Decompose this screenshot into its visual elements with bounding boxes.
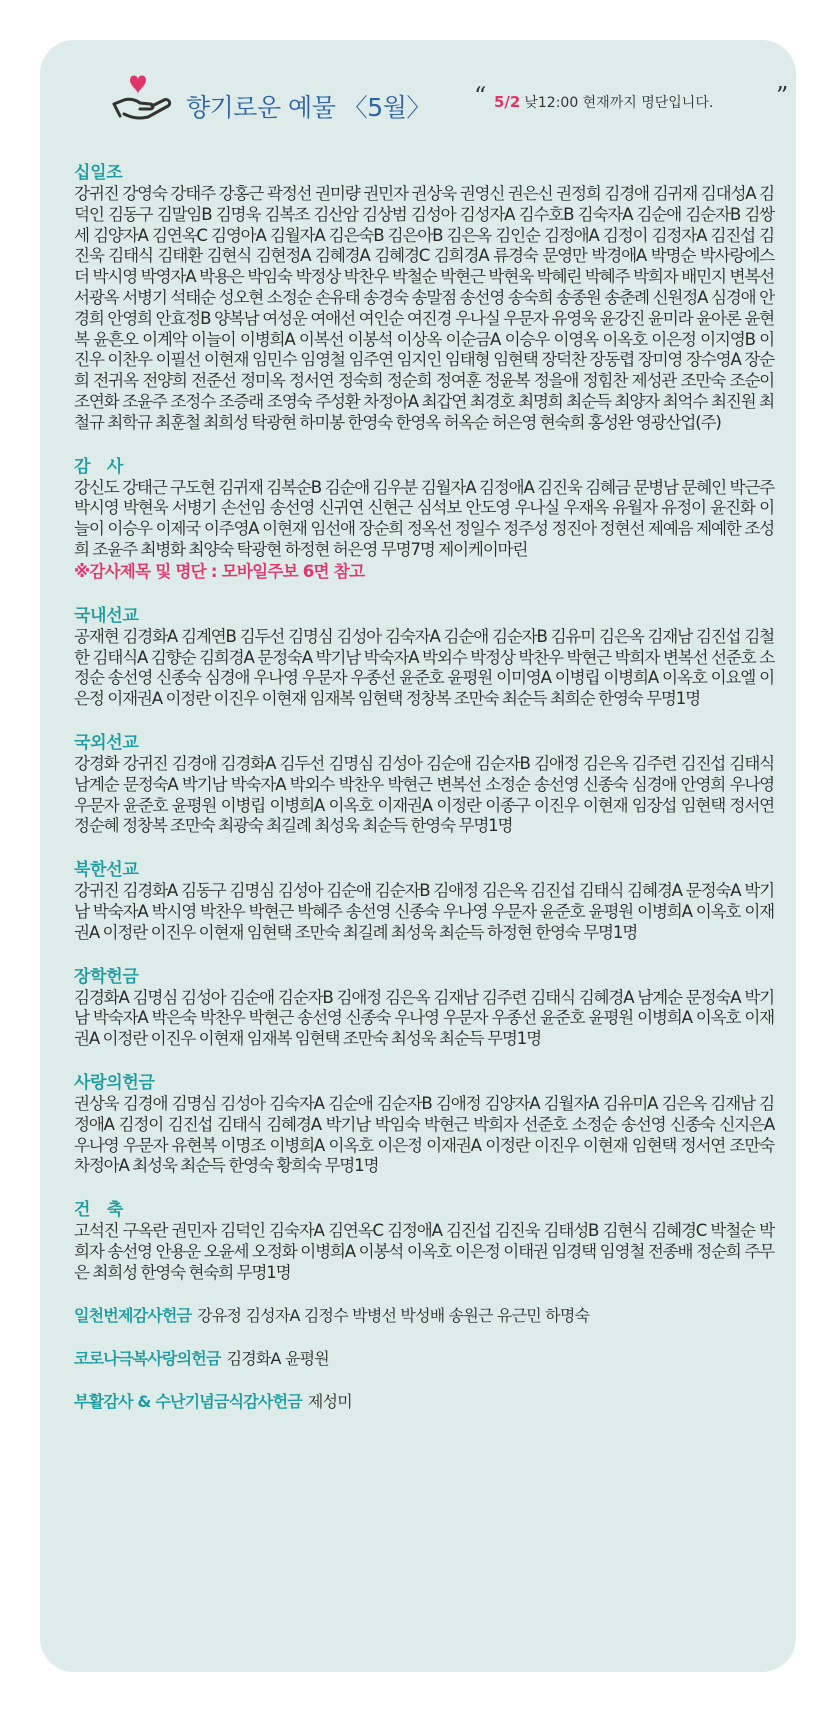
section-names: 권상욱 김경애 김명심 김성아 김숙자A 김순애 김순자B 김애정 김양자A 김월자A 김유미A 김은옥 김재남 김정애A 김정이 김진섭 김태식 김혜경A 박기남 박임숙 박현근 박희자 선준호 소정순 송선영 신종숙 신지은A 우나영 우문자 유현복 이명조 이병희A 이옥호 이은정 이재권A 이정란 이진우 이현재 임현택 정서연 조만숙 차정아A 최성욱 최순득 한영숙 황희숙 무명1명 [74,1093,774,1176]
update-note [494,92,713,112]
offering-card [40,40,796,1672]
section-title: 감 사 [74,456,123,477]
section-title: 장학헌금 [74,966,139,987]
section-thanks [74,456,774,583]
section-scholarship [74,966,774,1050]
section-names: 강귀진 김경화A 김동구 김명심 김성아 김순애 김순자B 김애정 김은옥 김진섭 김태식 김혜경A 문정숙A 박기남 박숙자A 박시영 박찬우 박현근 박혜주 송선영 신종숙 우나영 우문자 윤준호 윤평원 이병희A 이옥호 이재권A 이정란 이진우 이현재 임현택 조만숙 최길례 최성욱 최순득 하정현 한영숙 무명1명 [74,881,774,942]
section-names: 강경화 강귀진 김경애 김경화A 김두선 김명심 김성아 김순애 김순자B 김애정 김은옥 김주련 김진섭 김태식 남계순 문정숙A 박기남 박숙자A 박외수 박찬우 박현근 변복선 소정순 송선영 신종숙 심경애 안영희 우나영 우문자 윤준호 윤평원 이병립 이병희A 이옥호 이재권A 이정란 이종구 이진우 이현재 임장섭 임현택 정서연 정순혜 정창복 조만숙 최광숙 최길례 최성욱 최순득 한영숙 무명1명 [74,753,774,836]
section-love-offering [74,1072,774,1177]
section-title: 건 축 [74,1200,123,1221]
section-north-korea-mission [74,859,774,943]
row-names: 김경화A 윤평원 [226,1349,329,1369]
offering-list [74,162,774,1434]
row-corona-offering [74,1348,774,1370]
section-building [74,1199,774,1283]
section-names: 강신도 강태근 구도현 김귀재 김복순B 김순애 김우분 김월자A 김정애A 김진욱 김혜금 문병남 문혜인 박근주 박시영 박현욱 서병기 손선임 송선영 신귀연 신현근 심석보 안도영 우나실 우재옥 유월자 유정이 윤진화 이늘이 이승우 이제국 이주영A 이현재 임선애 장순희 정옥선 정일수 정주성 정진아 정현선 제예음 제예한 조성희 조윤주 최병화 최양숙 탁광현 하정현 허은영 무명7명 제이케이마린 [74,477,774,559]
row-label: 부활감사 & 수난기념금식감사헌금 [74,1392,302,1412]
row-easter-offering [74,1391,774,1413]
row-names: 강유정 김성자A 김정수 박병선 박성배 송원근 유근민 하명숙 [197,1306,590,1326]
quote-open: “ [474,82,487,110]
row-names: 제성미 [307,1392,352,1412]
section-title: 북한선교 [74,860,139,881]
quote-close: ” [776,82,789,110]
page-title: 향기로운 예물 〈5월〉 [186,93,431,122]
header [74,62,789,132]
row-label: 일천번제감사헌금 [74,1306,192,1326]
section-title: 사랑의헌금 [74,1072,155,1093]
section-names: 김경화A 김명심 김성아 김순애 김순자B 김애정 김은옥 김재남 김주련 김태식 김혜경A 남계순 문정숙A 박기남 박숙자A 박은숙 박찬우 박현근 송선영 신종숙 우나영 우문자 우종선 윤준호 윤평원 이병희A 이옥호 이재권A 이정란 이진우 이현재 임재복 임현택 조만숙 최성욱 최순득 무명1명 [74,987,774,1049]
update-text: 낮12:00 현재까지 명단입니다. [524,95,714,111]
section-title: 국외선교 [74,732,139,753]
section-tithe [74,162,774,434]
heart-hand-icon [110,70,174,126]
row-label: 코로나극복사랑의헌금 [74,1349,221,1369]
section-names: 강귀진 강영숙 강태주 강홍근 곽정선 권미량 권민자 권상욱 권영신 권은신 권정희 김경애 김귀재 김대성A 김덕인 김동구 김말임B 김명욱 김복조 김산암 김상범 김성아 김성자A 김수호B 김숙자A 김순애 김순자B 김쌍세 김양자A 김연옥C 김영아A 김월자A 김은숙B 김은아B 김은옥 김인순 김정애A 김정이 김정자A 김진섭 김진욱 김태식 김태환 김현식 김현정A 김혜경A 김혜경C 김희경A 류경숙 문영만 박경애A 박명순 박사랑에스더 박시영 박영자A 박용은 박임숙 박정상 박찬우 박철순 박현근 박현욱 박혜린 박혜주 박희자 배민지 변복선 서광옥 서병기 석태순 성오현 소정순 손유태 송경숙 송말점 송선영 송숙희 송종원 송춘례 신원정A 심경애 안경희 안영희 안효정B 양복남 여성운 여애선 여인순 여진경 우나실 우문자 유영욱 윤강진 윤미라 윤아론 윤현복 윤흔오 이계악 이늘이 이병희A 이복선 이봉석 이상옥 이순금A 이승우 이영옥 이옥호 이은정 이지영B 이진우 이찬우 이필선 이현재 임민수 임영철 임주연 임지인 임태형 임현택 장덕찬 장동렵 장미영 장수영A 장순희 전귀옥 전양희 전준선 정미옥 정서연 정숙희 정순희 정여훈 정윤복 정을애 정힘찬 제성관 조만숙 조순이 조연화 조윤주 조정수 조증래 조영숙 주성환 차정아A 최갑연 최경호 최명희 최순득 최양자 최억수 최진원 최철규 최학규 최훈철 최희성 탁광현 하미봉 한영숙 한영옥 허옥순 허은영 현숙희 홍성완 영광산업(주) [74,184,774,432]
section-names: 공재현 김경화A 김계연B 김두선 김명심 김성아 김숙자A 김순애 김순자B 김유미 김은옥 김재남 김진섭 김철한 김태식A 김향순 김희경A 문정숙A 박기남 박숙자A 박외수 박정상 박찬우 박현근 박희자 변복선 선준호 소정순 송선영 신종숙 심경애 우나영 우문자 우종선 윤준호 윤평원 이미영A 이병립 이병희A 이옥호 이요엘 이은정 이재권A 이정란 이진우 이현재 임재복 임현택 정창복 조만숙 최순득 최희순 한영숙 무명1명 [74,626,774,709]
update-date: 5/2 [494,93,521,111]
section-note: ※감사제목 및 명단 : 모바일주보 6면 참고 [74,561,365,581]
section-overseas-mission [74,732,774,837]
section-title: 십일조 [74,163,123,183]
section-names: 고석진 구옥란 권민자 김덕인 김숙자A 김연옥C 김정애A 김진섭 김진욱 김태성B 김현식 김혜경C 박철순 박희자 송선영 안용운 오윤세 오정화 이병희A 이봉석 이옥호 이은정 이태권 임경택 임영철 전종배 정순희 주무은 최희성 한영숙 현숙희 무명1명 [74,1221,774,1282]
row-one-thousand-offering [74,1305,774,1327]
section-domestic-mission [74,605,774,710]
section-title: 국내선교 [74,605,139,626]
